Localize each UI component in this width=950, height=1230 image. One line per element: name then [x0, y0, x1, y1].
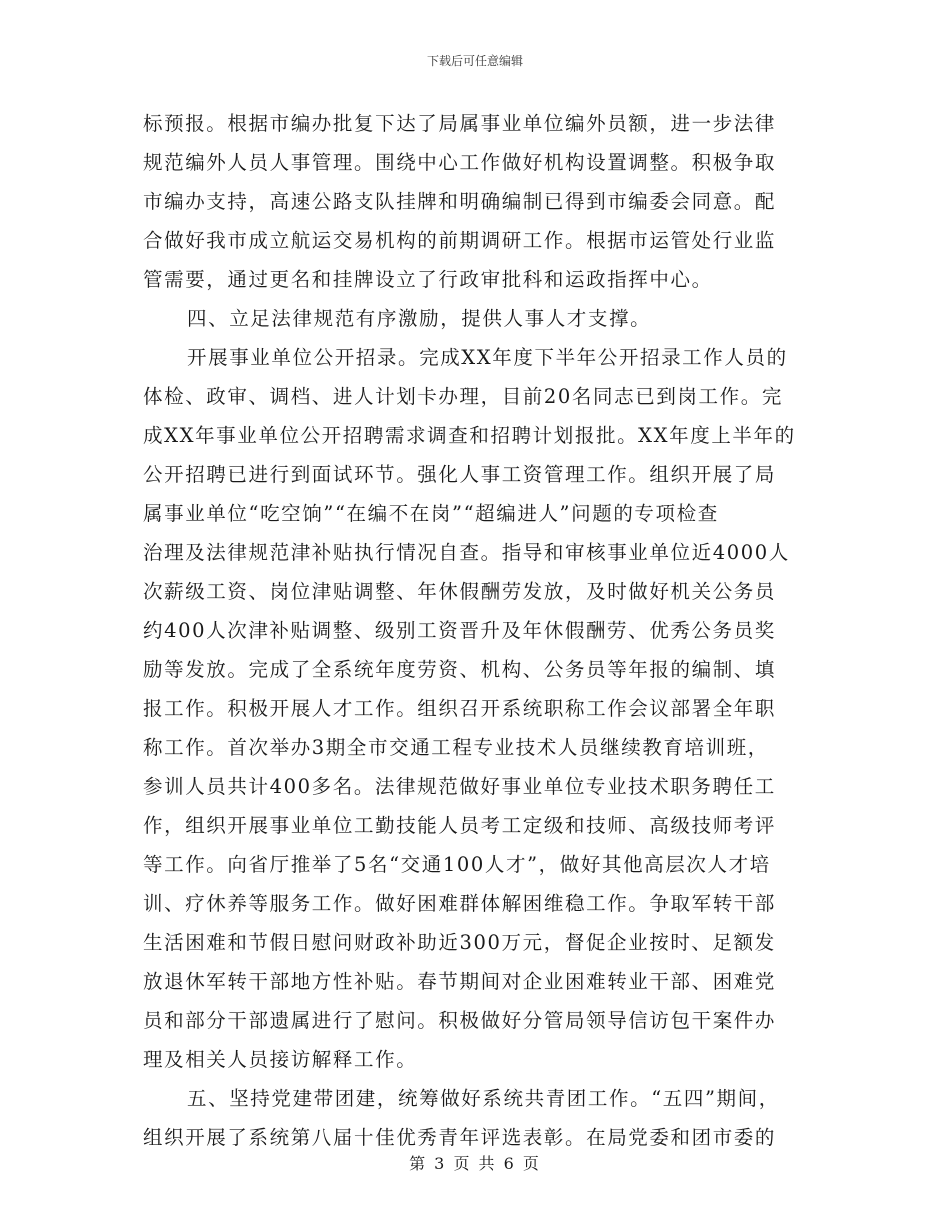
body-text-line: 等工作。向省厅推举了5名“交通100人才”，做好其他高层次人才培: [143, 853, 771, 876]
body-text-line: 参训人员共计400多名。法律规范做好事业单位专业技术职务聘任工: [143, 775, 776, 798]
body-text-line: 市编办支持，高速公路支队挂牌和明确编制已得到市编委会同意。配: [143, 190, 777, 213]
body-text-line: 成XX年事业单位公开招聘需求调查和招聘计划报批。XX年度上半年的: [143, 424, 796, 447]
body-text-line: 五、坚持党建带团建，统筹做好系统共青团工作。“五四”期间，: [187, 1087, 780, 1110]
body-text-line: 次薪级工资、岗位津贴调整、年休假酬劳发放，及时做好机关公务员: [143, 580, 777, 603]
body-text-line: 理及相关人员接访解释工作。: [143, 1048, 418, 1071]
body-text-line: 报工作。积极开展人才工作。组织召开系统职称工作会议部署全年职: [143, 697, 777, 720]
body-text-line: 励等发放。完成了全系统年度劳资、机构、公务员等年报的编制、填: [143, 658, 777, 681]
body-text-line: 标预报。根据市编办批复下达了局属事业单位编外员额，进一步法律: [143, 112, 777, 135]
body-text-line: 约400人次津补贴调整、级别工资晋升及年休假酬劳、优秀公务员奖: [143, 619, 776, 642]
body-text-line: 训、疗休养等服务工作。做好困难群体解困维稳工作。争取军转干部: [143, 892, 777, 915]
body-text-line: 员和部分干部遗属进行了慰问。积极做好分管局领导信访包干案件办: [143, 1009, 777, 1032]
body-text-line: 生活困难和节假日慰问财政补助近300万元，督促企业按时、足额发: [143, 931, 776, 954]
body-text-line: 治理及法律规范津补贴执行情况自查。指导和审核事业单位近4000人: [143, 541, 790, 564]
body-text-line: 体检、政审、调档、进人计划卡办理，目前20名同志已到岗工作。完: [143, 385, 783, 408]
body-text-line: 合做好我市成立航运交易机构的前期调研工作。根据市运管处行业监: [143, 229, 777, 252]
body-text-line: 作，组织开展事业单位工勤技能人员考工定级和技师、高级技师考评: [143, 814, 777, 837]
body-text-line: 四、立足法律规范有序激励，提供人事人才支撑。: [187, 307, 652, 330]
document-body: [143, 104, 811, 1157]
body-text-line: 组织开展了系统第八届十佳优秀青年评选表彰。在局党委和团市委的: [143, 1126, 777, 1149]
body-text-line: 规范编外人员人事管理。围绕中心工作做好机构设置调整。积极争取: [143, 151, 777, 174]
page-header: 下载后可任意编辑: [426, 54, 523, 68]
body-text-line: 称工作。首次举办3期全市交通工程专业技术人员继续教育培训班，: [143, 736, 769, 759]
page-number-footer: 第 3 页 共 6 页: [409, 1154, 541, 1173]
body-text-line: 属事业单位“吃空饷”“在编不在岗”“超编进人”问题的专项检查: [143, 502, 719, 525]
body-text-line: 管需要，通过更名和挂牌设立了行政审批科和运政指挥中心。: [143, 268, 713, 291]
body-text-line: 放退休军转干部地方性补贴。春节期间对企业困难转业干部、困难党: [143, 970, 777, 993]
body-text-line: 公开招聘已进行到面试环节。强化人事工资管理工作。组织开展了局: [143, 463, 777, 486]
body-text-line: 开展事业单位公开招录。完成XX年度下半年公开招录工作人员的: [187, 346, 788, 369]
